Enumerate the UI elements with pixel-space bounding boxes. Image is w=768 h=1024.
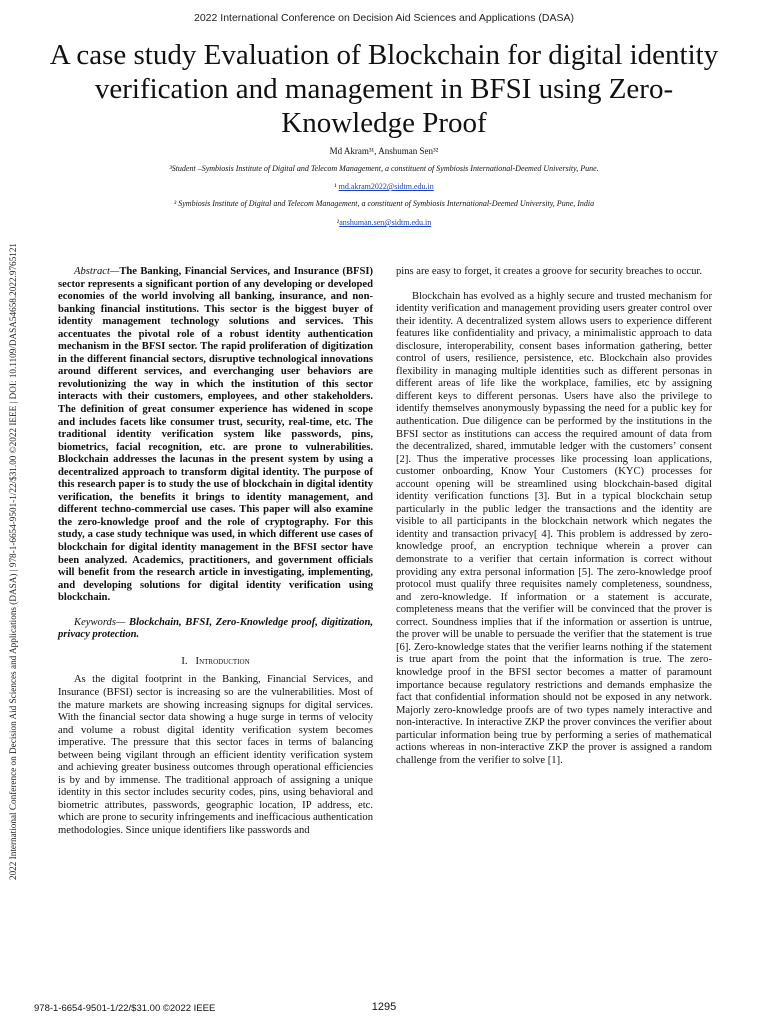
email-1-marker: ¹ bbox=[334, 182, 339, 191]
right-column bbox=[396, 266, 712, 767]
left-column bbox=[58, 266, 373, 838]
right-paragraph-2: Blockchain has evolved as a highly secure and trusted mechanism for identity verification and management providing users greater control over their identity. A decentralized system allows users to experience different features like confidentiality and privacy, a minimalistic approach to data disclosure, interoperability, consent bases information gathering, better control of users, resilience, persistence, etc. Blockchain also provides flexibility in managing multiple identities such as different personas in different areas of life like the workplace, families, etc by assigning different keys to different personas. Users have also the privilege to identify themselves anonymously bypassing the need for a public key for authentication. Due diligence can be performed by the institutions in the BFSI sector as institutions can access the required amount of data from the decentralized, shared, immutable ledger with the customers’ consent [2]. Thus the imperative processes like processing loan applications, customer onboarding, Know Your Customers (KYC) processes for account opening will be streamlined using blockchain-based digital identity verification functions [3]. But in a typical blockchain setup particularly in the public ledger the transactions and the identity are visible to all participants in the blockchain network which negates the identity and transaction privacy[ 4]. This problem is addressed by zero-knowledge proof, an encryption technique wherein a prover can demonstrate to a verifier that certain information is correct without providing any extra personal information [5]. The zero-knowledge proof protocol must qualify three requisites namely completeness, soundness, and zero-knowledge. If information or a statement is accurate, completeness means that the verifier will be convinced that the prover is correct. Soundness implies that if the information or assertion is untrue, the prover will be unable to persuade the verifier that the statement is true [6]. Zero-knowledge states that the verifier learns nothing if the statement is true apart from the point that the information is true. The zero-knowledge proof in the BFSI sector becomes a matter of paramount importance because regulatory restrictions and demands emphasize the fact that confidential information should not be exposed in any network. Majorly zero-knowledge proofs are of two types namely interactive and non-interactive. In interactive ZKP the prover convinces the verifier about particular information being true by performing a series of mathematical actions whereas in non-interactive ZKP the prover is assigned a random challenge from the verifier to solve [1]. bbox=[396, 290, 712, 766]
footer-isbn: 978-1-6654-9501-1/22/$31.00 ©2022 IEEE bbox=[34, 1003, 216, 1014]
authors: Md Akram³¹, Anshuman Sen³² bbox=[329, 146, 439, 156]
abstract-text: The Banking, Financial Services, and Insurance (BFSI) sector represents a significant portion of any developing or developed economies of the world involving all banking, insurance, and non-banking financial institutions. This sector is the biggest buyer of identity management technology solutions and services. This accentuates the pivotal role of a robust identity authentication mechanism in the BFSI sector. The rapid proliferation of digitization in the different financial sectors, disruptive technological innovations around different services, and everchanging user behaviors are revolutionizing the way in which the institution of this sector interacts with their customers, employees, and other stakeholders. The definition of great consumer experience has widened in scope and includes facets like consumer trust, security, real-time, etc. The traditional identity verification system like passwords, pins, biometrics, facial recognition, etc. are prone to vulnerabilities. Blockchain addresses the lacunas in the present system by using a decentralized approach to transform digital identity. The purpose of this research paper is to study the use of blockchain in digital identity verification, the benefits it brings to identity management, and different techno-commercial use cases. This paper will also examine the zero-knowledge proof and the role of cryptography. For this study, a case study technique was used, in which different use cases of blockchain for digital identity management in the BFSI sector have been analyzed. Academics, practitioners, and government officials will benefit from the research article in investigating, implementing, and developing solutions for digital identity verification using blockchain. bbox=[58, 266, 373, 604]
keywords-text: Blockchain, BFSI, Zero-Knowledge proof, digitization, privacy protection. bbox=[58, 616, 373, 641]
conference-header: 2022 International Conference on Decision Aid Sciences and Applications (DASA) bbox=[194, 12, 574, 24]
email-1-link[interactable]: md.akram2022@sidtm.edu.in bbox=[338, 182, 434, 191]
section-title: Introduction bbox=[195, 655, 250, 667]
section-number: I. bbox=[181, 655, 188, 667]
affiliation-1: ³Student –Symbiosis Institute of Digital and Telecom Management, a constituent of Symbiosis International-Deemed University, Pune. bbox=[169, 164, 599, 173]
affiliation-2: ³ Symbiosis Institute of Digital and Telecom Management, a constituent of Symbiosis International-Deemed University, Pune, India bbox=[173, 199, 595, 208]
keywords bbox=[58, 617, 373, 642]
right-paragraph-1: pins are easy to forget, it creates a groove for security breaches to occur. bbox=[396, 266, 703, 277]
email-2-link[interactable]: anshuman.sen@sidtm.edu.in bbox=[339, 218, 432, 227]
page-number: 1295 bbox=[371, 1001, 397, 1013]
intro-paragraph-1: As the digital footprint in the Banking, Financial Services, and Insurance (BFSI) sector is increasing so are the vulnerabilities. Most of the mature markets are showing increasing signups for digital services. With the financial sector data showing a huge surge in terms of velocity and volume a robust digital identity verification system becomes imperative. The pressure that this sector faces in terms of balancing between being vigilant through an efficient identity verification system and achieving greater business outcomes through operational efficiencies is by and by immense. The traditional approach of assigning a unique identity in this sector includes security codes, pins, using behavioral and biometric attributes, passwords, geographic location, IP address, etc. which are prone to security infringements and inefficacious authentication methodologies. Since unique identifiers like passwords and bbox=[58, 674, 373, 836]
abstract-lead: Abstract— bbox=[74, 266, 120, 277]
keywords-lead: Keywords— bbox=[74, 616, 126, 628]
email-2-marker: ² bbox=[336, 218, 340, 227]
email-line-2 bbox=[0, 218, 768, 227]
abstract bbox=[58, 266, 373, 605]
paper-title: A case study Evaluation of Blockchain for digital identity verification and management in BFSI using Zero-Knowledge Proof bbox=[49, 39, 719, 139]
doi-side-note: 2022 International Conference on Decision Aid Sciences and Applications (DASA) | 978-1-6654-9501-1/22/$31.00 ©2022 IEEE | DOI: 10.1109/DASA54658.2022.9765121 bbox=[8, 242, 18, 880]
email-line-1 bbox=[0, 182, 768, 191]
section-heading-introduction bbox=[58, 656, 373, 669]
